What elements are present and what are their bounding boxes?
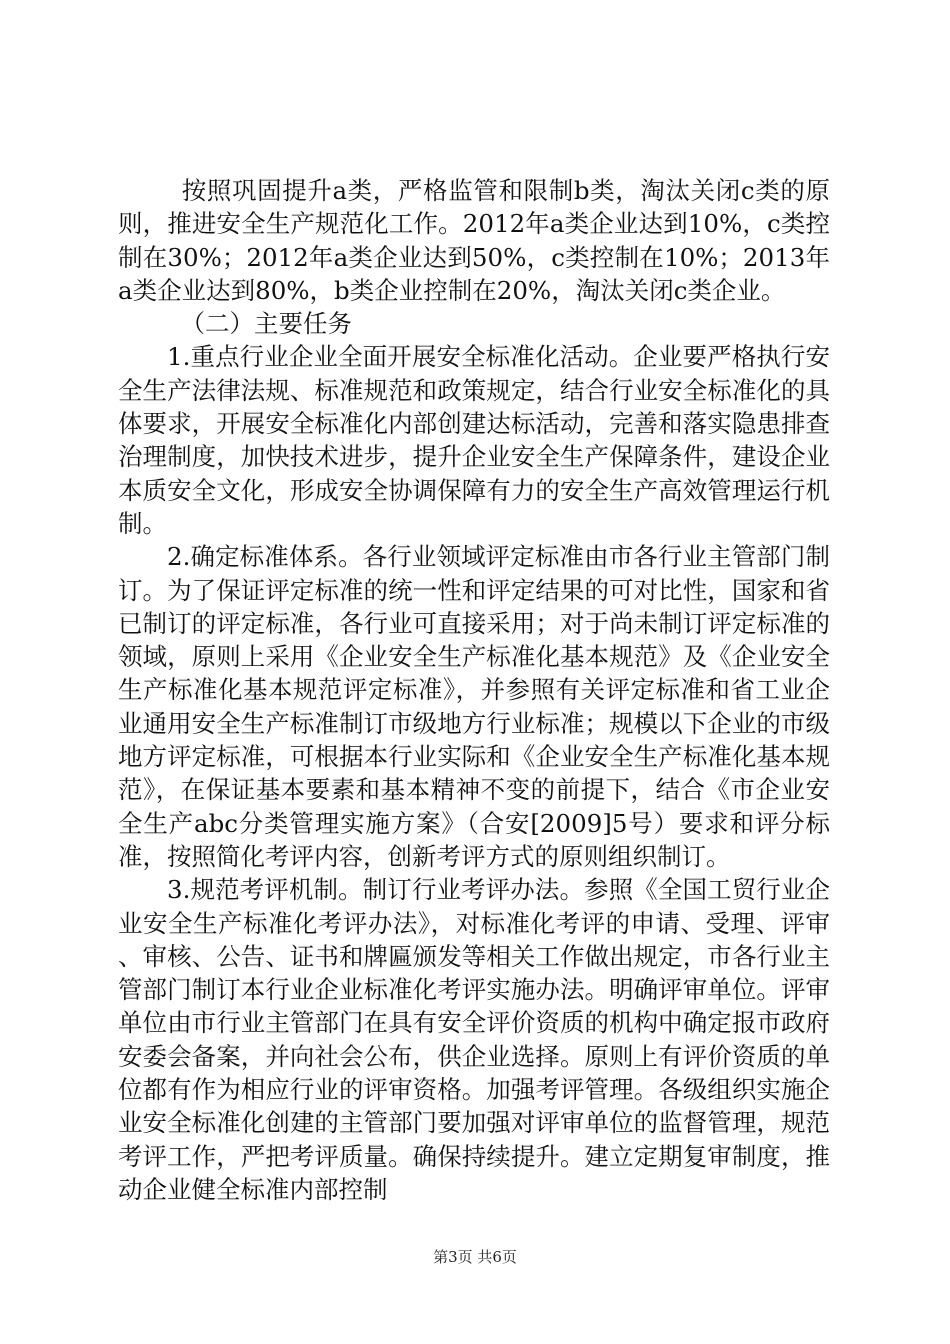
section-heading-main-tasks: （二）主要任务 xyxy=(180,309,352,339)
paragraph-task-1: 1.重点行业企业全面开展安全标准化活动。企业要严格执行安全生产法律法规、标准规范和政策规定，结合行业安全标准化的具体要求，开展安全标准化内部创建达标活动，完善和落实隐患排查治理制度，加快技术进步，提升企业安全生产保障条件，建设企业本质安全文化，形成安全协调保障有力的安全生产高效管理运行机制。 xyxy=(118,342,830,538)
document-body xyxy=(118,174,830,1206)
paragraph-classification-goals: 按照巩固提升a类，严格监管和限制b类，淘汰关闭c类的原则，推进安全生产规范化工作。2012年a类企业达到10%，c类控制在30%；2012年a类企业达到50%，c类控制在10%；2013年a类企业达到80%，b类企业控制在20%，淘汰关闭c类企业。 xyxy=(118,176,830,305)
paragraph-task-3: 3.规范考评机制。制订行业考评办法。参照《全国工贸行业企业安全生产标准化考评办法》，对标准化考评的申请、受理、评审、审核、公告、证书和牌匾颁发等相关工作做出规定，市各行业主管部门制订本行业企业标准化考评实施办法。明确评审单位。评审单位由市行业主管部门在具有安全评价资质的机构中确定报市政府安委会备案，并向社会公布，供企业选择。原则上有评价资质的单位都有作为相应行业的评审资格。加强考评管理。各级组织实施企业安全标准化创建的主管部门要加强对评审单位的监督管理，规范考评工作，严把考评质量。确保持续提升。建立定期复审制度，推动企业健全标准内部控制 xyxy=(118,875,830,1204)
paragraph-task-2: 2.确定标准体系。各行业领域评定标准由市各行业主管部门制订。为了保证评定标准的统一性和评定结果的可对比性，国家和省已制订的评定标准，各行业可直接采用；对于尚未制订评定标准的领域，原则上采用《企业安全生产标准化基本规范》及《企业安全生产标准化基本规范评定标准》，并参照有关评定标准和省工业企业通用安全生产标准制订市级地方行业标准；规模以下企业的市级地方评定标准，可根据本行业实际和《企业安全生产标准化基本规范》，在保证基本要素和基本精神不变的前提下，结合《市企业安全生产abc分类管理实施方案》（合安[2009]5号）要求和评分标准，按照简化考评内容，创新考评方式的原则组织制订。 xyxy=(118,542,830,871)
page-footer: 第3页 共6页 xyxy=(433,1248,517,1266)
